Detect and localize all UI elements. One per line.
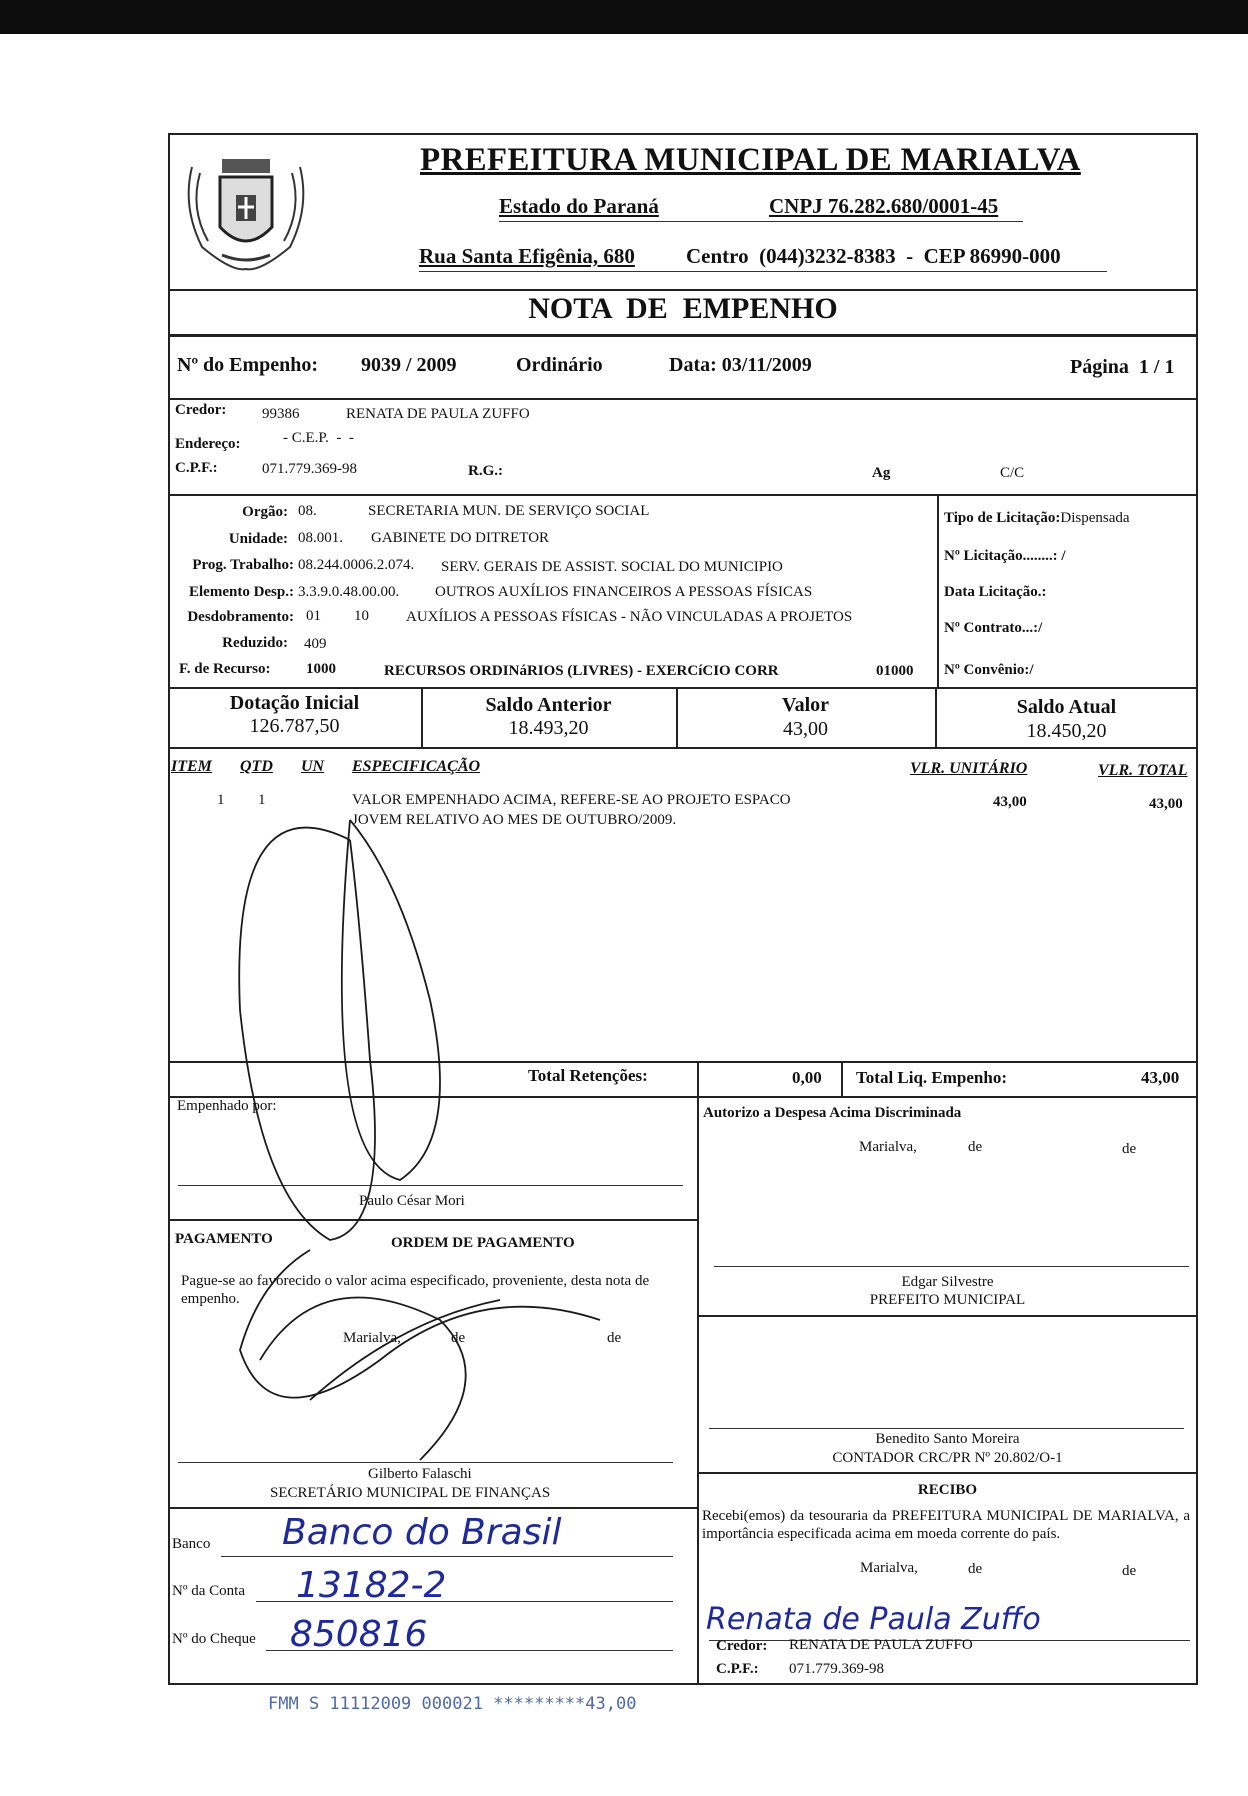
dotacao-value: 126.787,50: [249, 715, 340, 737]
item-spec-line2: JOVEM RELATIVO AO MES DE OUTUBRO/2009.: [352, 812, 677, 828]
contador-name: Benedito Santo Moreira: [875, 1431, 1020, 1447]
credor-label: Credor:: [175, 402, 227, 418]
recurso-code: 1000: [306, 661, 336, 677]
state-name: Estado do Paraná: [499, 194, 659, 218]
pague-text: Pague-se ao favorecido o valor acima especificado, proveniente, desta nota de empenho.: [181, 1273, 650, 1307]
cpf-label: C.P.F.:: [175, 460, 218, 476]
numero-contrato: Nº Contrato...:/: [944, 620, 1043, 636]
rg-label: R.G.:: [468, 463, 503, 479]
valor-value: 43,00: [783, 718, 828, 740]
total-retencoes-label: Total Retenções:: [528, 1066, 648, 1085]
endereco-label: Endereço:: [175, 436, 241, 452]
contador-title: CONTADOR CRC/PR Nº 20.802/O-1: [832, 1450, 1063, 1466]
page-number: Página 1 / 1: [1070, 356, 1175, 378]
item-spec-line1: VALOR EMPENHADO ACIMA, REFERE-SE AO PROJETO ESPACO: [352, 792, 791, 808]
unidade-label: Unidade:: [228, 531, 288, 547]
recibo-title: RECIBO: [917, 1482, 978, 1498]
scan-top-border: [0, 0, 1248, 34]
prefeito-title: PREFEITO MUNICIPAL: [869, 1292, 1026, 1308]
orgao-code: 08.: [298, 503, 317, 519]
item-total-value: 43,00: [1149, 796, 1183, 812]
empenho-label: Nº do Empenho:: [177, 354, 319, 376]
right-de-2: de: [1122, 1141, 1137, 1157]
credor-signature: Renata de Paula Zuffo: [706, 1602, 1041, 1637]
recibo-cpf-label: C.P.F.:: [716, 1661, 759, 1677]
recibo-credor-label: Credor:: [716, 1638, 768, 1654]
item-qtd: 1: [258, 792, 266, 808]
total-liquido-label: Total Liq. Empenho:: [856, 1068, 1007, 1087]
saldo-anterior-label: Saldo Anterior: [485, 694, 612, 716]
coat-of-arms-icon: [172, 137, 320, 277]
saldo-atual-value: 18.450,20: [1026, 720, 1107, 742]
unidade-code: 08.001.: [298, 530, 343, 546]
empenho-date: Data: 03/11/2009: [669, 354, 812, 376]
cc-label: C/C: [1000, 465, 1025, 481]
credor-name: RENATA DE PAULA ZUFFO: [346, 406, 530, 422]
recibo-cpf-value: 071.779.369-98: [789, 1661, 884, 1677]
data-licitacao: Data Licitação.:: [944, 584, 1047, 600]
recibo-de-2: de: [1122, 1563, 1137, 1579]
credor-code: 99386: [262, 406, 300, 422]
col-qtd: QTD: [240, 758, 273, 775]
total-liquido-value: 43,00: [1141, 1068, 1180, 1087]
reduzido-value: 409: [304, 636, 327, 652]
right-de-1: de: [968, 1139, 983, 1155]
recibo-de-1: de: [968, 1561, 983, 1577]
ordem-pagamento-label: ORDEM DE PAGAMENTO: [391, 1235, 575, 1251]
col-vlr-unitario: VLR. UNITÁRIO: [910, 760, 1028, 777]
signature-strokes: [200, 760, 680, 1520]
page-title: PREFEITURA MUNICIPAL DE MARIALVA: [420, 142, 1081, 178]
right-marialva: Marialva,: [859, 1139, 917, 1155]
orgao-name: SECRETARIA MUN. DE SERVIÇO SOCIAL: [368, 503, 650, 519]
valor-label: Valor: [781, 694, 830, 716]
cheque-label: Nº do Cheque: [172, 1631, 256, 1647]
recibo-credor-name: RENATA DE PAULA ZUFFO: [789, 1637, 973, 1653]
banco-label: Banco: [172, 1536, 211, 1552]
recibo-marialva: Marialva,: [860, 1560, 918, 1576]
saldo-anterior-value: 18.493,20: [508, 717, 589, 739]
secretario-name: Gilberto Falaschi: [368, 1466, 472, 1482]
orgao-label: Orgão:: [242, 504, 288, 520]
recibo-text: Recebi(emos) da tesouraria da PREFEITURA MUNICIPAL DE MARIALVA, a importância especificada acima em moeda corrente do país.: [702, 1508, 1190, 1542]
empenhado-por-name: Paulo César Mori: [359, 1193, 465, 1209]
elemento-code: 3.3.9.0.48.00.00.: [298, 584, 400, 600]
conta-handwritten: 13182-2: [296, 1565, 447, 1606]
numero-licitacao: Nº Licitação........: /: [944, 548, 1066, 564]
recurso-label: F. de Recurso:: [179, 661, 271, 677]
conta-label: Nº da Conta: [172, 1583, 245, 1599]
desdobramento-b: 10: [354, 608, 369, 624]
saldo-atual-label: Saldo Atual: [1016, 696, 1117, 718]
authentication-stamp: FMM S 11112009 000021 *********43,00: [268, 1694, 637, 1714]
desdobramento-label: Desdobramento:: [187, 609, 294, 625]
prog-label: Prog. Trabalho:: [192, 557, 294, 573]
numero-convenio: Nº Convênio:/: [944, 662, 1034, 678]
left-de-1: de: [451, 1330, 466, 1346]
empenhado-por-label: Empenhado por:: [177, 1098, 277, 1114]
cnpj: CNPJ 76.282.680/0001-45: [769, 194, 999, 218]
left-marialva: Marialva,: [343, 1330, 401, 1346]
desdobramento-name: AUXÍLIOS A PESSOAS FÍSICAS - NÃO VINCULADAS A PROJETOS: [406, 609, 853, 625]
document-title: NOTA DE EMPENHO: [528, 292, 838, 325]
district-phone: Centro (044)3232-8383 - CEP 86990-000: [686, 244, 1061, 268]
pagamento-label: PAGAMENTO: [175, 1231, 273, 1247]
secretario-title: SECRETÁRIO MUNICIPAL DE FINANÇAS: [270, 1485, 551, 1501]
prog-name: SERV. GERAIS DE ASSIST. SOCIAL DO MUNICIPIO: [441, 559, 783, 575]
prog-code: 08.244.0006.2.074.: [298, 557, 415, 573]
elemento-label: Elemento Desp.:: [189, 584, 294, 600]
empenho-type: Ordinário: [516, 354, 603, 376]
empenho-number: 9039 / 2009: [361, 354, 457, 376]
col-item: ITEM: [171, 758, 212, 775]
unidade-name: GABINETE DO DITRETOR: [371, 530, 550, 546]
ag-label: Ag: [872, 465, 891, 481]
address: Rua Santa Efigênia, 680: [419, 244, 635, 268]
endereco-value: - C.E.P. - -: [283, 430, 354, 446]
desdobramento-a: 01: [306, 608, 321, 624]
col-vlr-total: VLR. TOTAL: [1098, 762, 1188, 779]
autorizo-label: Autorizo a Despesa Acima Discriminada: [703, 1105, 962, 1121]
col-especificacao: ESPECIFICAÇÃO: [352, 758, 481, 775]
banco-handwritten: Banco do Brasil: [282, 1512, 562, 1553]
col-un: UN: [301, 758, 325, 775]
total-retencoes-value: 0,00: [792, 1068, 822, 1087]
elemento-name: OUTROS AUXÍLIOS FINANCEIROS A PESSOAS FÍSICAS: [435, 584, 813, 600]
tipo-licitacao-label: Tipo de Licitação:Dispensada: [944, 510, 1130, 526]
item-number: 1: [217, 792, 225, 808]
recurso-code2: 01000: [876, 663, 914, 679]
dotacao-label: Dotação Inicial: [229, 692, 360, 714]
cheque-handwritten: 850816: [290, 1614, 428, 1655]
left-de-2: de: [607, 1330, 622, 1346]
tipo-licitacao-value: Dispensada: [1060, 510, 1130, 526]
prefeito-name: Edgar Silvestre: [901, 1274, 994, 1290]
cpf-value: 071.779.369-98: [262, 461, 357, 477]
recurso-name: RECURSOS ORDINáRIOS (LIVRES) - EXERCíCIO CORR: [384, 663, 779, 679]
reduzido-label: Reduzido:: [222, 635, 288, 651]
item-unit-value: 43,00: [993, 794, 1027, 810]
